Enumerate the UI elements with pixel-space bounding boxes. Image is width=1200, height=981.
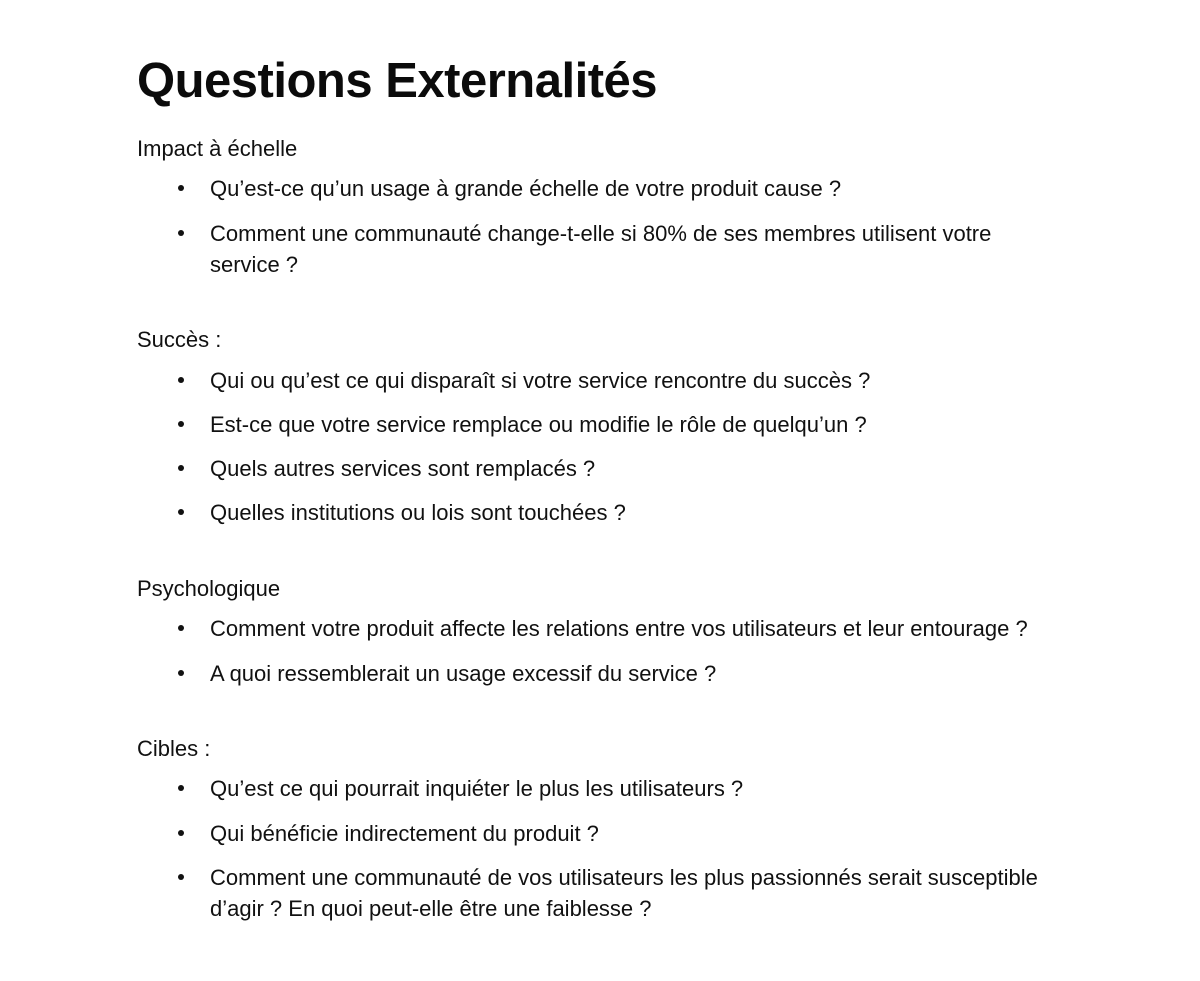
list-item-label: Qui ou qu’est ce qui disparaît si votre service rencontre du succès ?	[210, 367, 871, 393]
section-heading: Cibles :	[137, 735, 211, 761]
list-item-label: Comment une communauté change-t-elle si 80% de ses membres utilisent votre service ?	[210, 220, 992, 277]
list-item	[137, 173, 1063, 204]
page-title: Questions Externalités	[137, 54, 658, 108]
list-item	[137, 218, 1063, 280]
bullet-point-icon	[178, 421, 184, 427]
list-item-label: A quoi ressemblerait un usage excessif du service ?	[210, 660, 717, 686]
list-item-label: Comment votre produit affecte les relations entre vos utilisateurs et leur entourage ?	[210, 616, 1028, 642]
section-heading: Impact à échelle	[137, 135, 298, 161]
bullet-point-icon	[178, 230, 184, 236]
bullet-point-icon	[178, 465, 184, 471]
list-item	[137, 613, 1063, 644]
section-heading: Psychologique	[137, 575, 281, 601]
section-heading: Succès :	[137, 327, 222, 353]
sections-container	[137, 135, 1063, 924]
list-item	[137, 773, 1063, 804]
bullet-list	[137, 773, 1063, 924]
bullet-list	[137, 613, 1063, 688]
bullet-list	[137, 173, 1063, 280]
list-item-label: Quelles institutions ou lois sont touchées ?	[210, 500, 626, 526]
list-item-label: Est-ce que votre service remplace ou modifie le rôle de quelqu’un ?	[210, 412, 867, 437]
list-item	[137, 658, 1063, 689]
list-item	[137, 365, 1063, 396]
bullet-point-icon	[178, 509, 184, 515]
bullet-point-icon	[178, 874, 184, 880]
list-item-label: Qui bénéficie indirectement du produit ?	[210, 820, 599, 846]
list-item	[137, 818, 1063, 849]
bullet-point-icon	[178, 185, 184, 191]
list-item-label: Quels autres services sont remplacés ?	[210, 456, 596, 482]
list-item-label: Comment une communauté de vos utilisateurs les plus passionnés serait susceptible d’agir ? En quoi peut-elle être une faiblesse ?	[210, 864, 1038, 922]
bullet-point-icon	[178, 670, 184, 676]
bullet-point-icon	[178, 785, 184, 791]
bullet-point-icon	[178, 830, 184, 836]
list-item	[137, 409, 1063, 440]
bullet-point-icon	[178, 377, 184, 383]
bullet-point-icon	[178, 625, 184, 631]
content-section	[137, 135, 1063, 280]
content-section	[137, 735, 1063, 925]
list-item	[137, 862, 1063, 924]
bullet-list	[137, 365, 1063, 529]
list-item	[137, 497, 1063, 528]
content-section	[137, 326, 1063, 529]
list-item	[137, 453, 1063, 484]
list-item-label: Qu’est ce qui pourrait inquiéter le plus les utilisateurs ?	[210, 776, 744, 802]
content-section	[137, 575, 1063, 689]
list-item-label: Qu’est-ce qu’un usage à grande échelle de votre produit cause ?	[210, 176, 842, 202]
